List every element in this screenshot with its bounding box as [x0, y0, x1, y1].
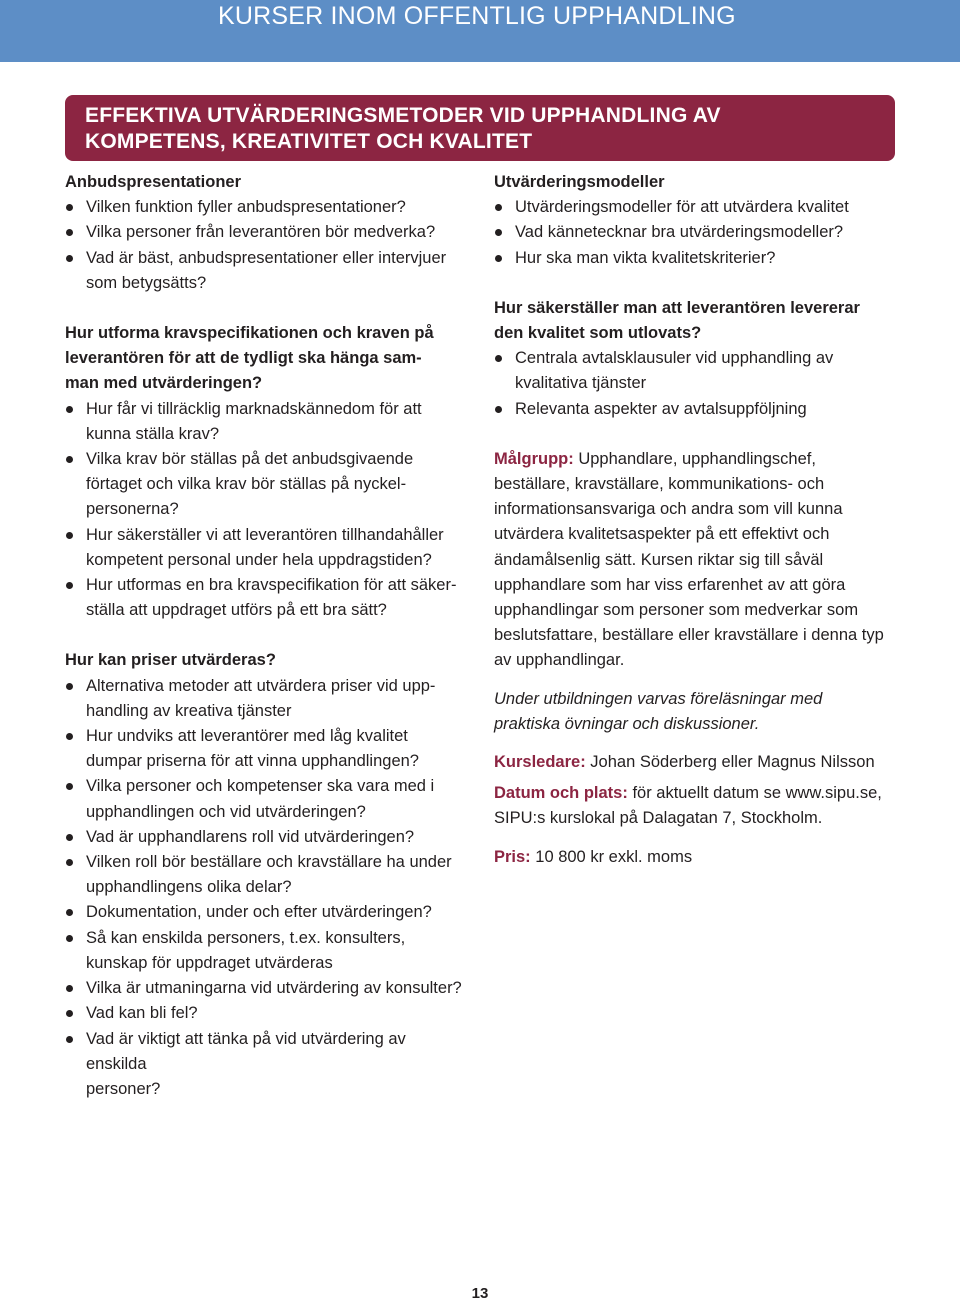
- page-number: 13: [471, 1285, 489, 1302]
- bullet-list-utvarderingsmodeller: [494, 195, 899, 271]
- course-title-banner: [65, 95, 895, 161]
- course-title-line-1: EFFEKTIVA UTVÄRDERINGSMETODER VID UPPHANDLING AV: [85, 104, 721, 127]
- list-item: Vad är bäst, anbudspresentationer eller intervjuer som betygsätts?: [65, 246, 470, 296]
- bullet-list-priser: [65, 674, 470, 1102]
- date-and-place-label: Datum och plats:: [494, 784, 628, 803]
- list-item: Alternativa metoder att utvärdera priser vid upp- handling av kreativa tjänster: [65, 674, 470, 724]
- format-note: Under utbildningen varvas föreläsningar med praktiska övningar och diskussioner.: [494, 689, 823, 733]
- list-item: Vilka personer och kompetenser ska vara med i upphandlingen och vid utvärderingen?: [65, 774, 470, 824]
- list-item: Vad kännetecknar bra utvärderingsmodeller?: [494, 220, 899, 245]
- list-item: Hur ska man vikta kvalitetskriterier?: [494, 246, 899, 271]
- list-item: Centrala avtalsklausuler vid upphandling av kvalitativa tjänster: [494, 346, 899, 396]
- list-item: Hur säkerställer vi att leverantören tillhandahåller kompetent personal under hela uppdragstiden?: [65, 523, 470, 573]
- list-item: Utvärderingsmodeller för att utvärdera kvalitet: [494, 195, 899, 220]
- list-item: Vilka personer från leverantören bör medverka?: [65, 220, 470, 245]
- list-item: Hur undviks att leverantörer med låg kvalitet dumpar priserna för att vinna upphandlingen?: [65, 724, 470, 774]
- list-item: Vilka krav bör ställas på det anbudsgivaende förtaget och vilka krav bör ställas på nyckel- personerna?: [65, 447, 470, 523]
- right-column: [494, 170, 899, 870]
- bullet-list-anbudspresentationer: [65, 195, 470, 296]
- list-item: Vad är viktigt att tänka på vid utvärdering av enskilda personer?: [65, 1027, 470, 1103]
- course-leader: Kursledare: Johan Söderberg eller Magnus Nilsson: [494, 753, 875, 772]
- section-title-utvarderingsmodeller: Utvärderingsmodeller: [494, 173, 665, 191]
- list-item: Vad kan bli fel?: [65, 1001, 470, 1026]
- list-item: Hur får vi tillräcklig marknadskännedom för att kunna ställa krav?: [65, 397, 470, 447]
- list-item: Relevanta aspekter av avtalsuppföljning: [494, 397, 899, 422]
- list-item: Så kan enskilda personers, t.ex. konsulters, kunskap för uppdraget utvärderas: [65, 926, 470, 976]
- target-group-label: Målgrupp:: [494, 449, 574, 468]
- section-title-kravspecifikation: Hur utforma kravspecifikationen och kraven på leverantören för att de tydligt ska hänga sam- man med utvärderingen?: [65, 324, 434, 393]
- price: Pris: 10 800 kr exkl. moms: [494, 847, 693, 866]
- list-item: Hur utformas en bra kravspecifikation för att säker- ställa att uppdraget utförs på ett bra sätt?: [65, 573, 470, 623]
- list-item: Dokumentation, under och efter utvärderingen?: [65, 900, 470, 925]
- course-leader-label: Kursledare:: [494, 753, 586, 772]
- target-group-paragraph: Målgrupp: Upphandlare, upphandlingschef, beställare, kravställare, kommunikations- och informationsansvariga och andra som vill kunna utvärdera kvalitetsaspekter på ett effektivt och ändamålsenlig sätt. Kursen riktar sig till såväl upphandlare som har viss erfarenhet av att göra upphandlingar som personer som medverkar som beslutsfattare, beställare eller kravställare i denna typ av upphandlingar.: [494, 449, 884, 670]
- date-and-place: Datum och plats: för aktuellt datum se www.sipu.se, SIPU:s kurslokal på Dalagatan 7, Stockholm.: [494, 784, 882, 828]
- list-item: Vilken roll bör beställare och kravställare ha under upphandlingens olika delar?: [65, 850, 470, 900]
- course-title-line-2: KOMPETENS, KREATIVITET OCH KVALITET: [85, 130, 533, 153]
- section-title-priser: Hur kan priser utvärderas?: [65, 651, 276, 670]
- bullet-list-kravspecifikation: [65, 397, 470, 624]
- list-item: Vilken funktion fyller anbudspresentationer?: [65, 195, 470, 220]
- list-item: Vilka är utmaningarna vid utvärdering av konsulter?: [65, 976, 470, 1001]
- section-title-anbudspresentationer: Anbudspresentationer: [65, 173, 242, 191]
- header-title: KURSER INOM OFFENTLIG UPPHANDLING: [218, 2, 736, 30]
- section-title-kvalitet: Hur säkerställer man att leverantören levererar den kvalitet som utlovats?: [494, 298, 860, 343]
- header-band: [0, 0, 960, 62]
- bullet-list-kvalitet: [494, 346, 899, 422]
- price-label: Pris:: [494, 847, 531, 866]
- left-column: [65, 170, 470, 1102]
- list-item: Vad är upphandlarens roll vid utvärderingen?: [65, 825, 470, 850]
